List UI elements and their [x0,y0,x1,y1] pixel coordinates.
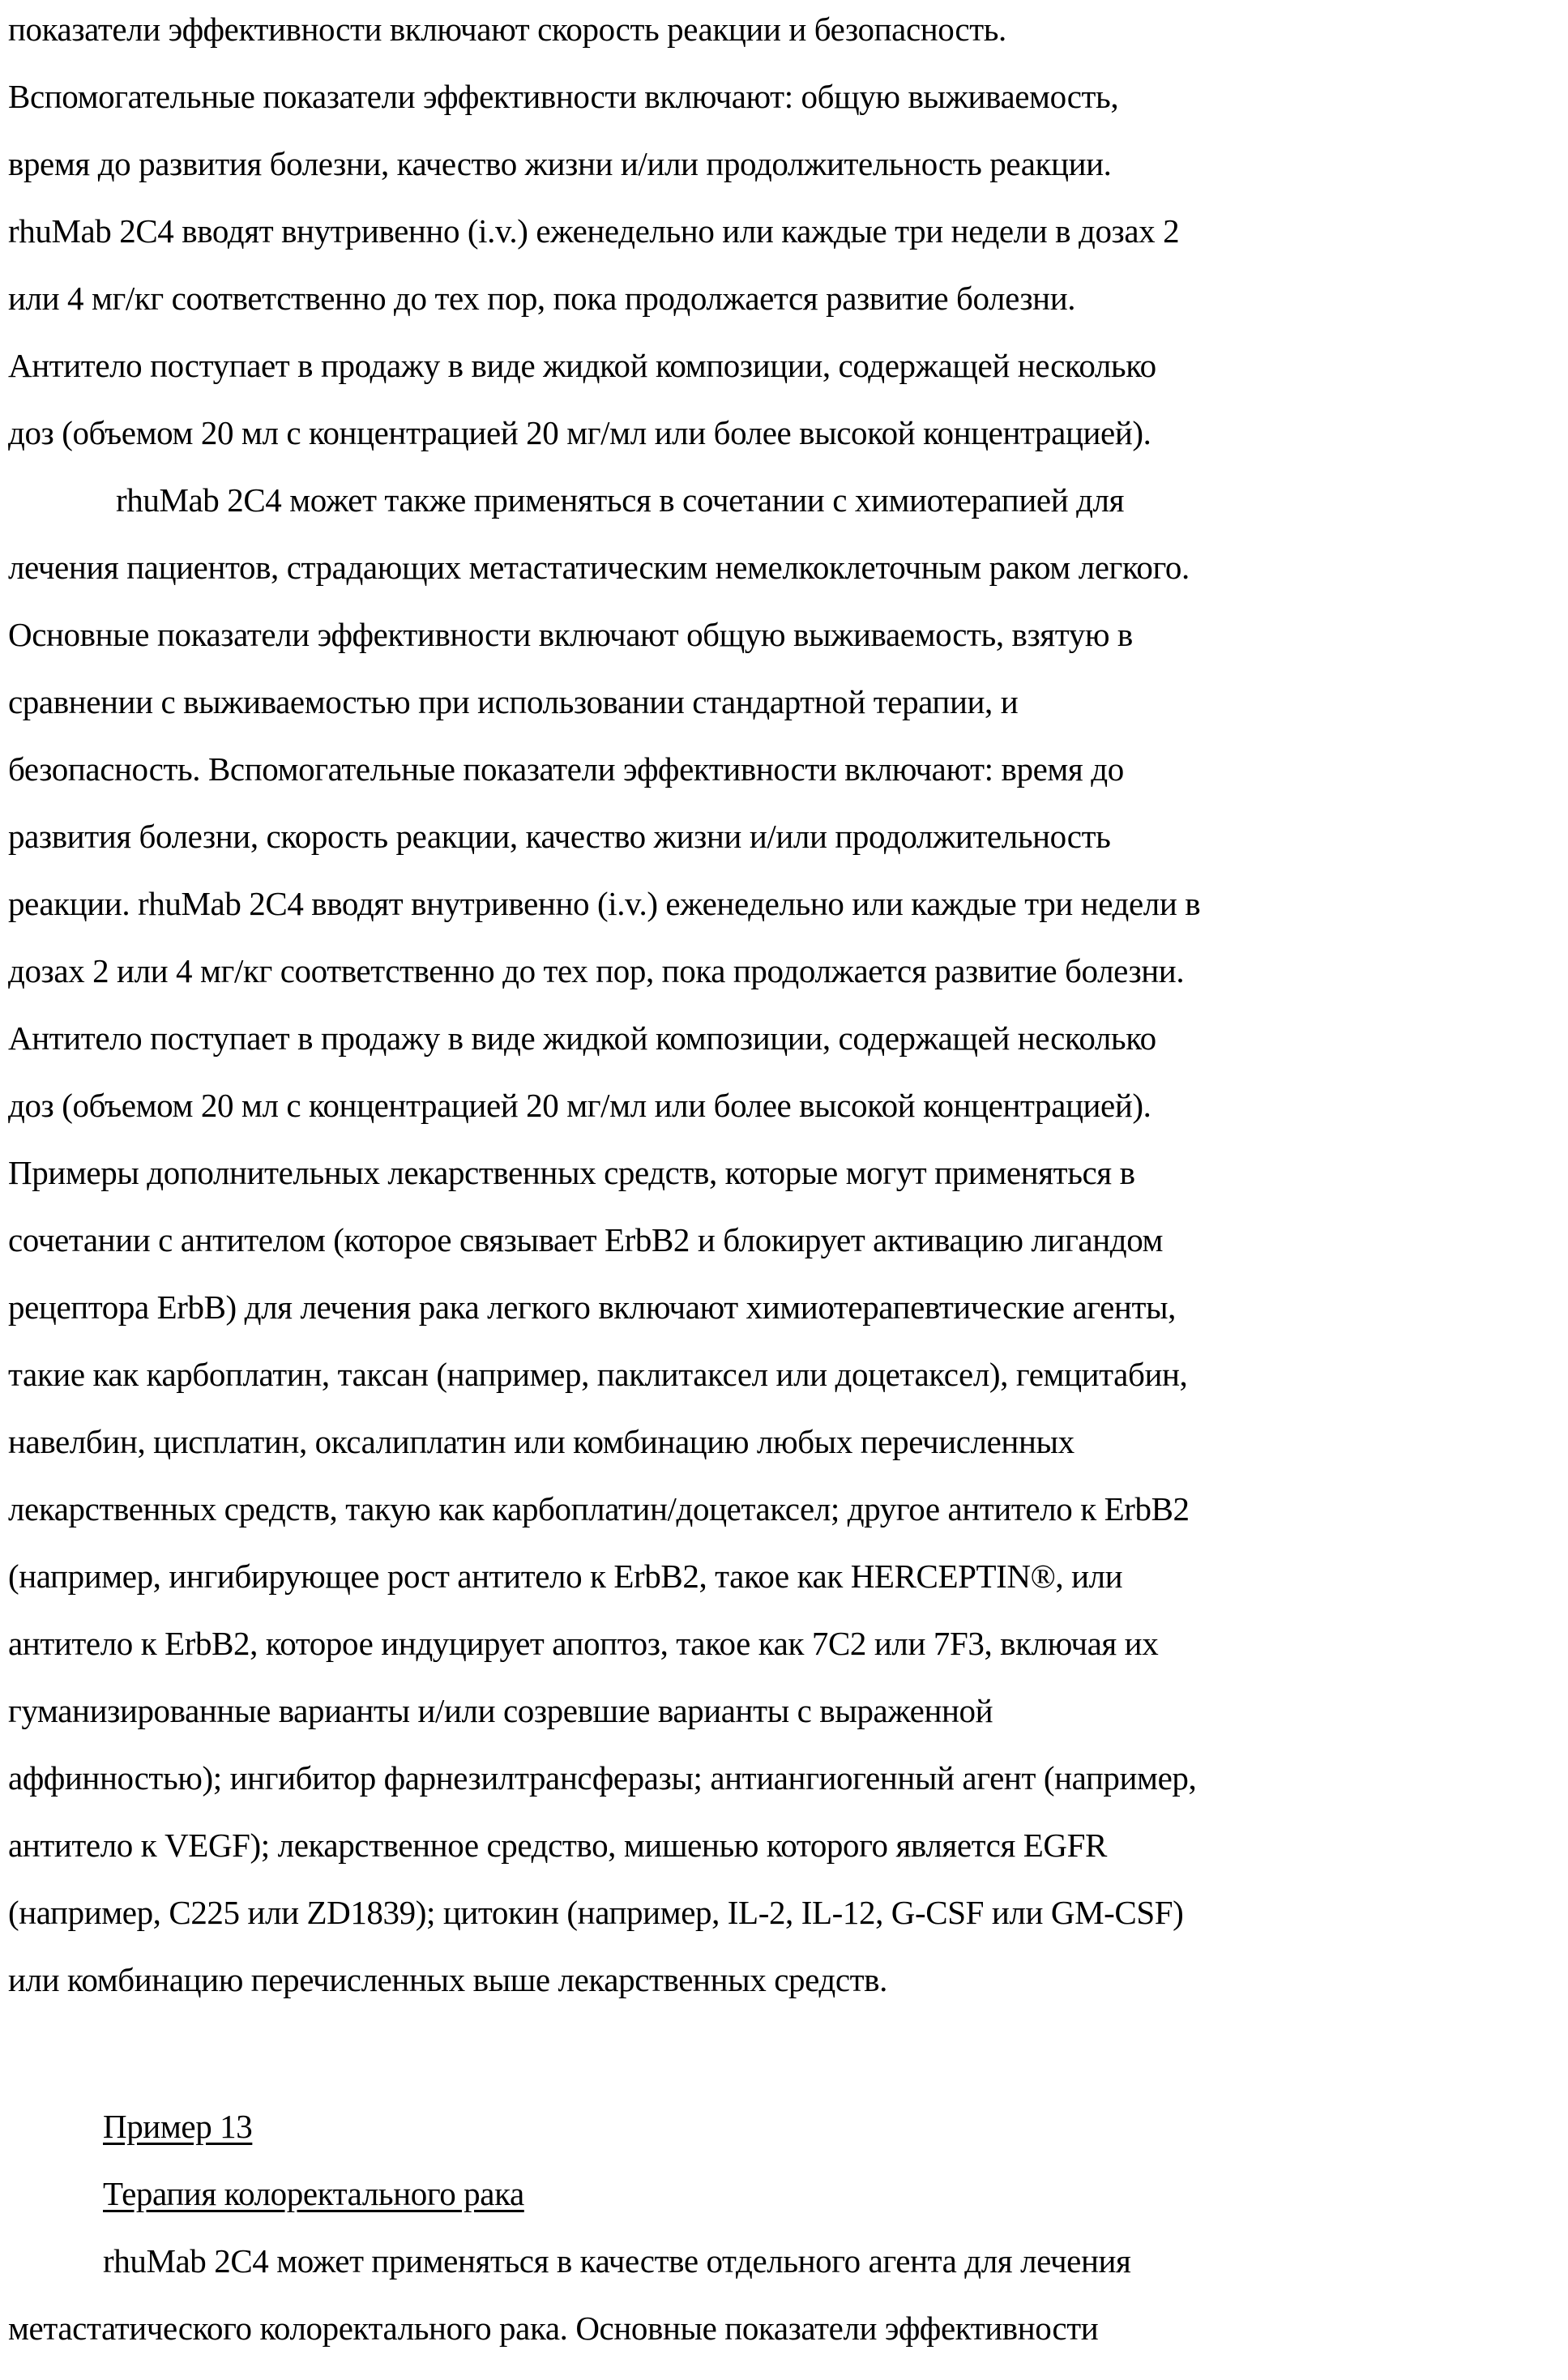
text-line: реакции. rhuMab 2C4 вводят внутривенно (i.v.) еженедельно или каждые три недели в [8,885,1201,922]
section-heading: Терапия колоректального рака [103,2175,524,2212]
text-line: метастатического колоректального рака. Основные показатели эффективности [8,2309,1099,2347]
text-line: сравнении с выживаемостью при использовании стандартной терапии, и [8,683,1019,720]
text-line: доз (объемом 20 мл с концентрацией 20 мг/мл или более высокой концентрацией). [8,414,1151,451]
text-line: (например, ингибирующее рост антитело к ErbB2, такое как HERCEPTIN®, или [8,1557,1123,1595]
text-line: безопасность. Вспомогательные показатели эффективности включают: время до [8,750,1124,788]
text-line: (например, C225 или ZD1839); цитокин (например, IL-2, IL-12, G-CSF или GM-CSF) [8,1894,1184,1931]
text-line: антитело к ErbB2, которое индуцирует апоптоз, такое как 7C2 или 7F3, включая их [8,1625,1159,1662]
text-line: rhuMab 2C4 может применяться в качестве отдельного агента для лечения [103,2242,1131,2280]
text-line: рецептора ErbB) для лечения рака легкого включают химиотерапевтические агенты, [8,1288,1176,1326]
text-line: rhuMab 2C4 может также применяться в сочетании с химиотерапией для [116,481,1125,519]
text-line: антитело к VEGF); лекарственное средство, мишенью которого является EGFR [8,1827,1107,1864]
text-line: или 4 мг/кг соответственно до тех пор, пока продолжается развитие болезни. [8,280,1076,317]
text-line: такие как карбоплатин, таксан (например, паклитаксел или доцетаксел), гемцитабин, [8,1356,1188,1393]
text-line: время до развития болезни, качество жизни и/или продолжительность реакции. [8,145,1112,182]
text-line: развития болезни, скорость реакции, качество жизни и/или продолжительность [8,818,1111,855]
text-line: доз (объемом 20 мл с концентрацией 20 мг/мл или более высокой концентрацией). [8,1087,1151,1124]
example-heading: Пример 13 [103,2108,253,2145]
text-line: сочетании с антителом (которое связывает ErbB2 и блокирует активацию лигандом [8,1221,1164,1258]
text-line: Основные показатели эффективности включают общую выживаемость, взятую в [8,616,1133,653]
text-line: лекарственных средств, такую как карбоплатин/доцетаксел; другое антитело к ErbB2 [8,1490,1190,1528]
text-line: аффинностью); ингибитор фарнезилтрансферазы; антиангиогенный агент (например, [8,1759,1197,1797]
text-line: дозах 2 или 4 мг/кг соответственно до тех пор, пока продолжается развитие болезни. [8,952,1185,989]
text-line: Антитело поступает в продажу в виде жидкой композиции, содержащей несколько [8,1019,1156,1057]
text-line: лечения пациентов, страдающих метастатическим немелкоклеточным раком легкого. [8,549,1190,586]
text-line: Примеры дополнительных лекарственных средств, которые могут применяться в [8,1154,1135,1191]
text-line: rhuMab 2C4 вводят внутривенно (i.v.) еженедельно или каждые три недели в дозах 2 [8,212,1180,250]
text-line: Антитело поступает в продажу в виде жидкой композиции, содержащей несколько [8,347,1156,384]
text-line: навелбин, цисплатин, оксалиплатин или комбинацию любых перечисленных [8,1423,1075,1460]
text-line: или комбинацию перечисленных выше лекарственных средств. [8,1961,887,1998]
text-line: показатели эффективности включают скорость реакции и безопасность. [8,11,1006,48]
text-line: гуманизированные варианты и/или созревшие варианты с выраженной [8,1692,993,1729]
text-line: Вспомогательные показатели эффективности включают: общую выживаемость, [8,78,1119,115]
